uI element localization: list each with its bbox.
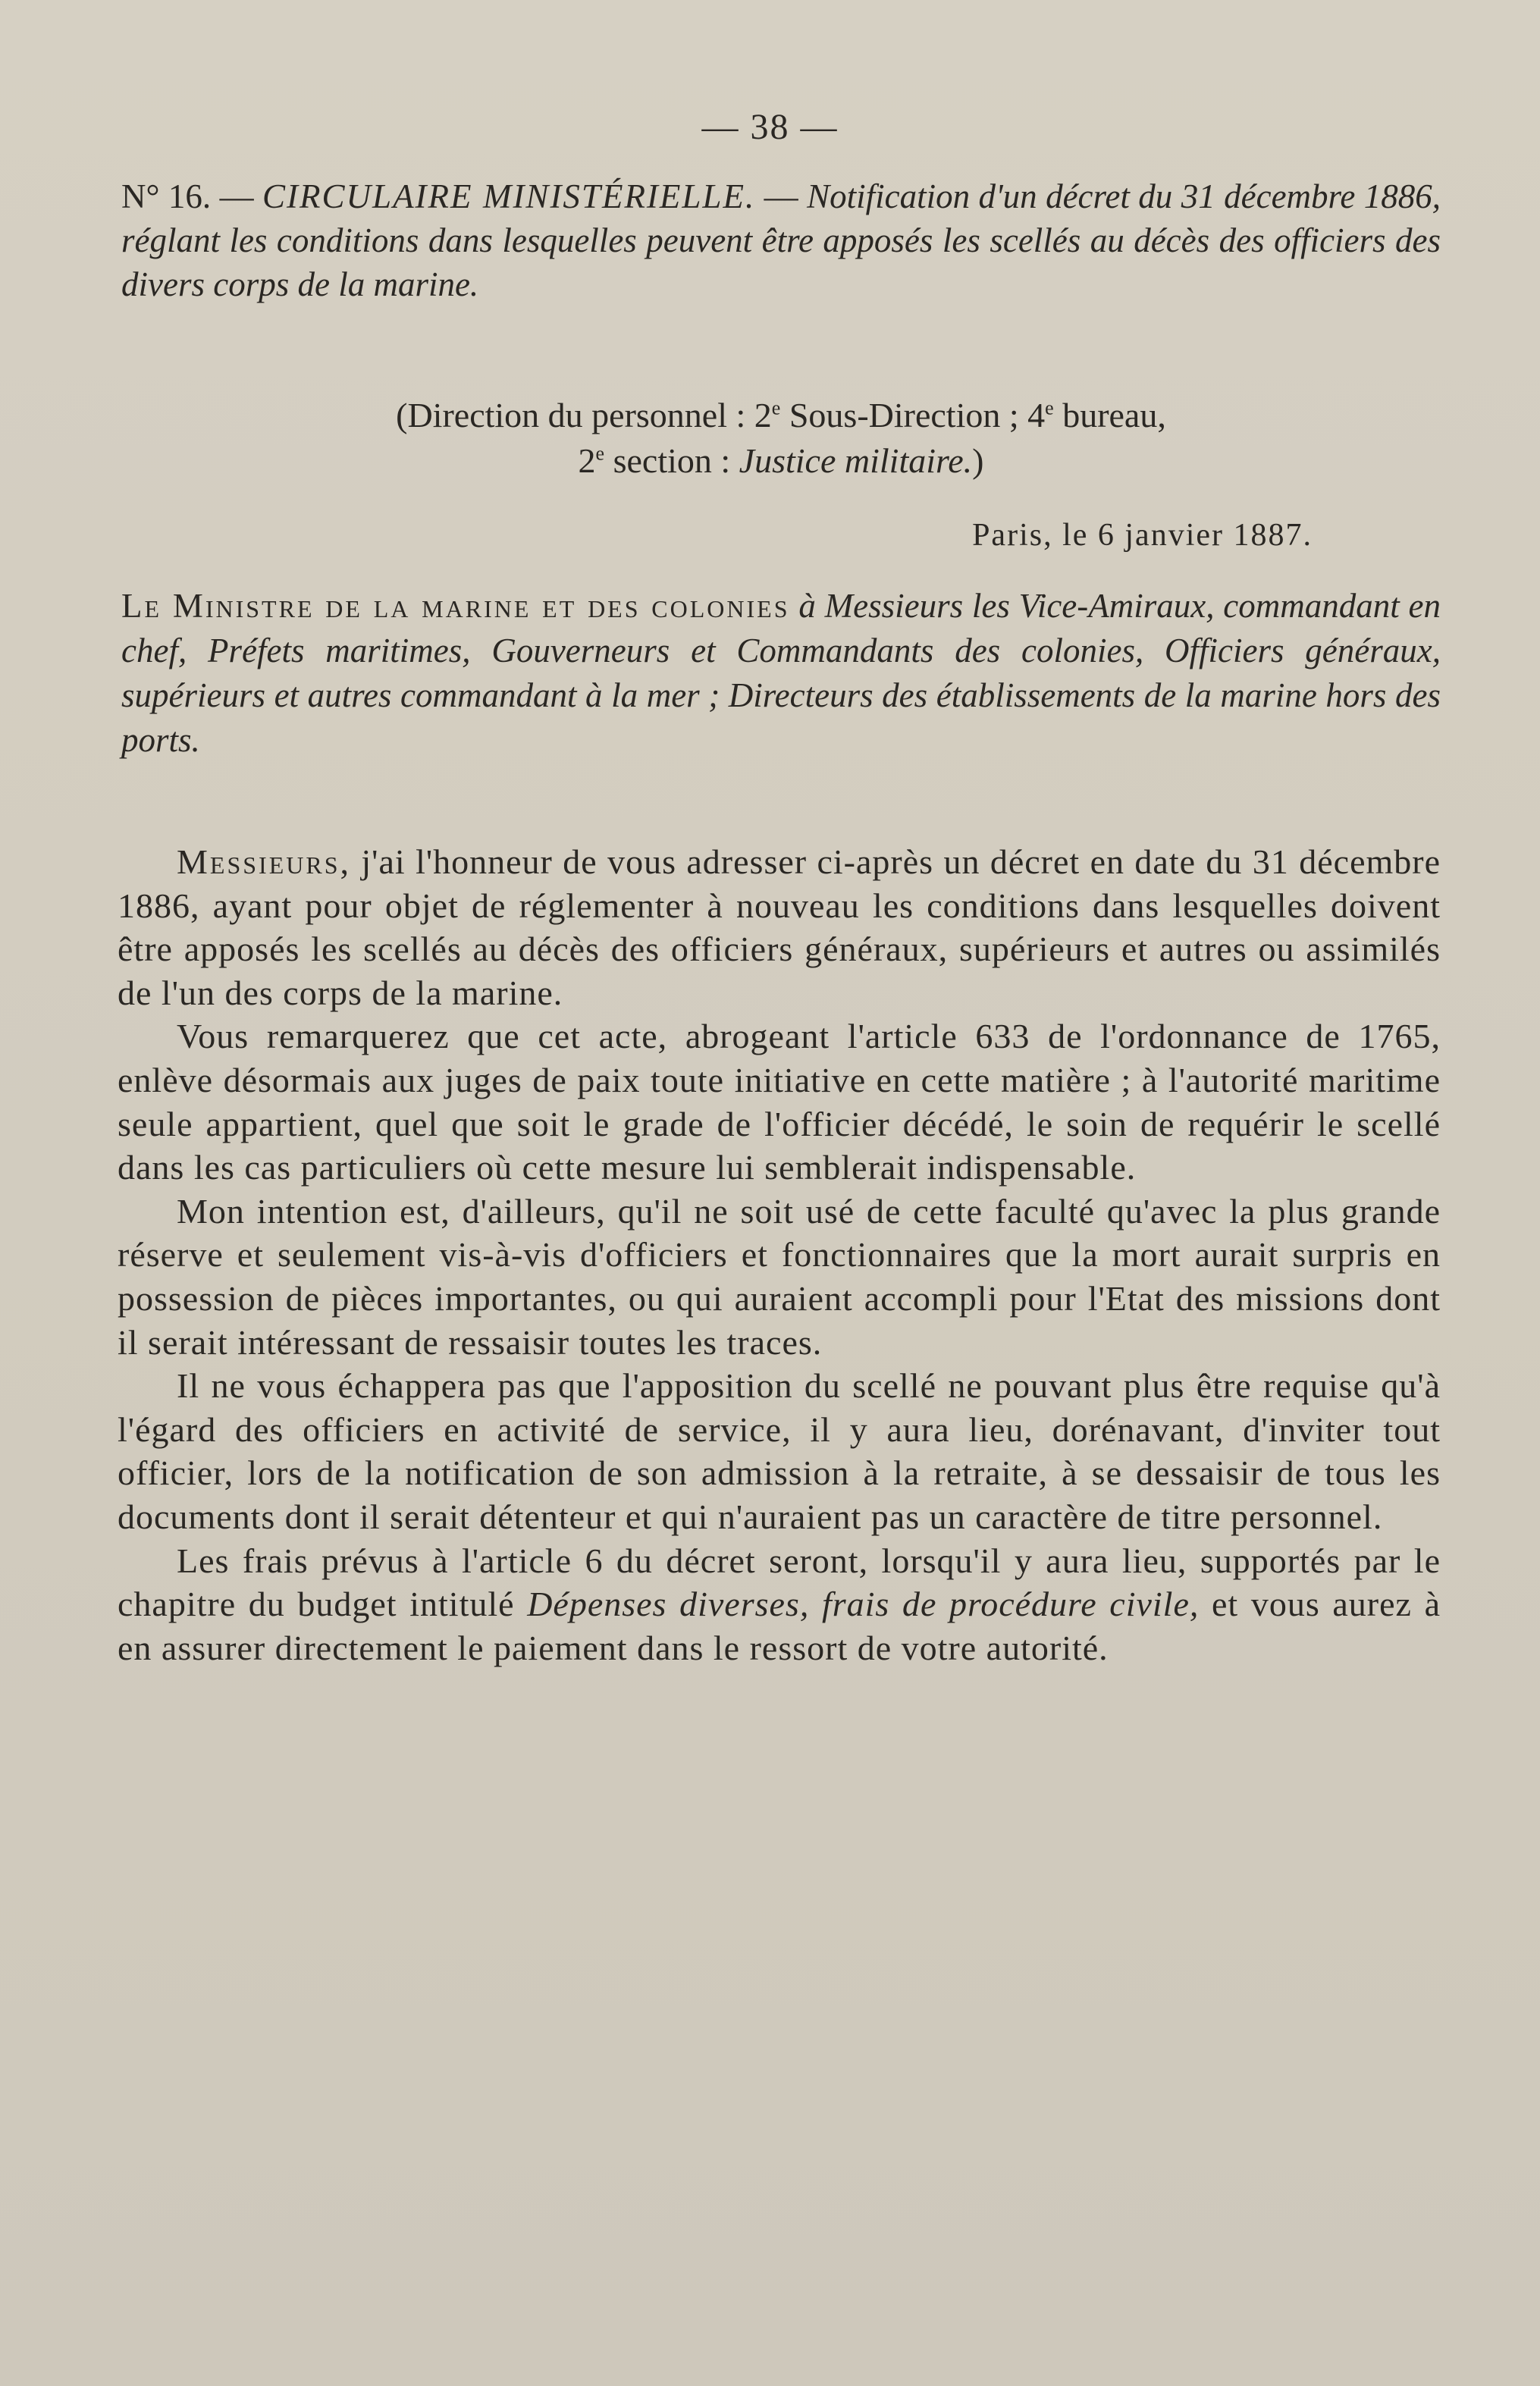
direction-line-2: 2e section : Justice militaire.)	[578, 441, 984, 480]
circular-heading	[121, 174, 1441, 306]
letter-address	[121, 584, 1441, 763]
heading-dash: —	[764, 177, 798, 215]
circular-subject: Notification d'un décret du 31 décembre 1886, réglant les conditions dans lesquelles peuvent être apposés les scellés au décès des officiers des divers corps de la marine.	[121, 177, 1441, 303]
paragraph-5: Les frais prévus à l'article 6 du décret seront, lorsqu'il y aura lieu, supportés par le chapitre du budget intitulé Dépenses diverses, frais de procédure civile, et vous aurez à en assurer directement le paiement dans le ressort de votre autorité.	[118, 1541, 1441, 1667]
direction-line-1: (Direction du personnel : 2e Sous-Direction ; 4e bureau,	[396, 396, 1166, 434]
paragraph-4: Il ne vous échappera pas que l'apposition du scellé ne pouvant plus être requise qu'à l'égard des officiers en activité de service, il y aura lieu, dorénavant, d'inviter tout officier, lors de la notification de son admission à la retraite, à se dessaisir de tous les documents dont il serait détenteur et qui n'auraient pas un caractère de titre personnel.	[118, 1366, 1441, 1536]
direction-line	[121, 393, 1441, 484]
salutation: Messieurs,	[177, 842, 351, 881]
page-number: — 38 —	[701, 107, 839, 147]
circular-title: CIRCULAIRE MINISTÉRIELLE.	[262, 177, 756, 215]
paragraph-1: Messieurs, j'ai l'honneur de vous adresser ci-après un décret en date du 31 décembre 1886, ayant pour objet de réglementer à nouveau les conditions dans lesquelles doivent être apposés les scellés au décès des officiers généraux, supérieurs et autres ou assimilés de l'un des corps de la marine.	[118, 842, 1441, 1012]
paragraph-3: Mon intention est, d'ailleurs, qu'il ne soit usé de cette faculté qu'avec la plus grande réserve et seulement vis-à-vis d'officiers et fonctionnaires que la mort aurait surpris en possession de pièces importantes, ou qui auraient accompli pour l'Etat des missions dont il serait intéressant de ressaisir toutes les traces.	[118, 1191, 1441, 1362]
circular-number: N° 16. —	[121, 177, 254, 215]
letter-date: Paris, le 6 janvier 1887.	[972, 518, 1313, 553]
paragraph-2: Vous remarquerez que cet acte, abrogeant l'article 633 de l'ordonnance de 1765, enlève désormais aux juges de paix toute initiative en cette matière ; à l'autorité maritime seule appartient, quel que soit le grade de l'officier décédé, le soin de requérir le scellé dans les cas particuliers où cette mesure lui semblerait indispensable.	[118, 1017, 1441, 1187]
recipients: à Messieurs les Vice-Amiraux, commandant en chef, Préfets maritimes, Gouverneurs et Commandants des colonies, Officiers généraux, supérieurs et autres commandant à la mer ; Directeurs des établissements de la marine hors des ports.	[121, 587, 1441, 759]
sender: Le Ministre de la marine et des colonies	[121, 587, 790, 625]
letter-body	[118, 840, 1441, 1670]
